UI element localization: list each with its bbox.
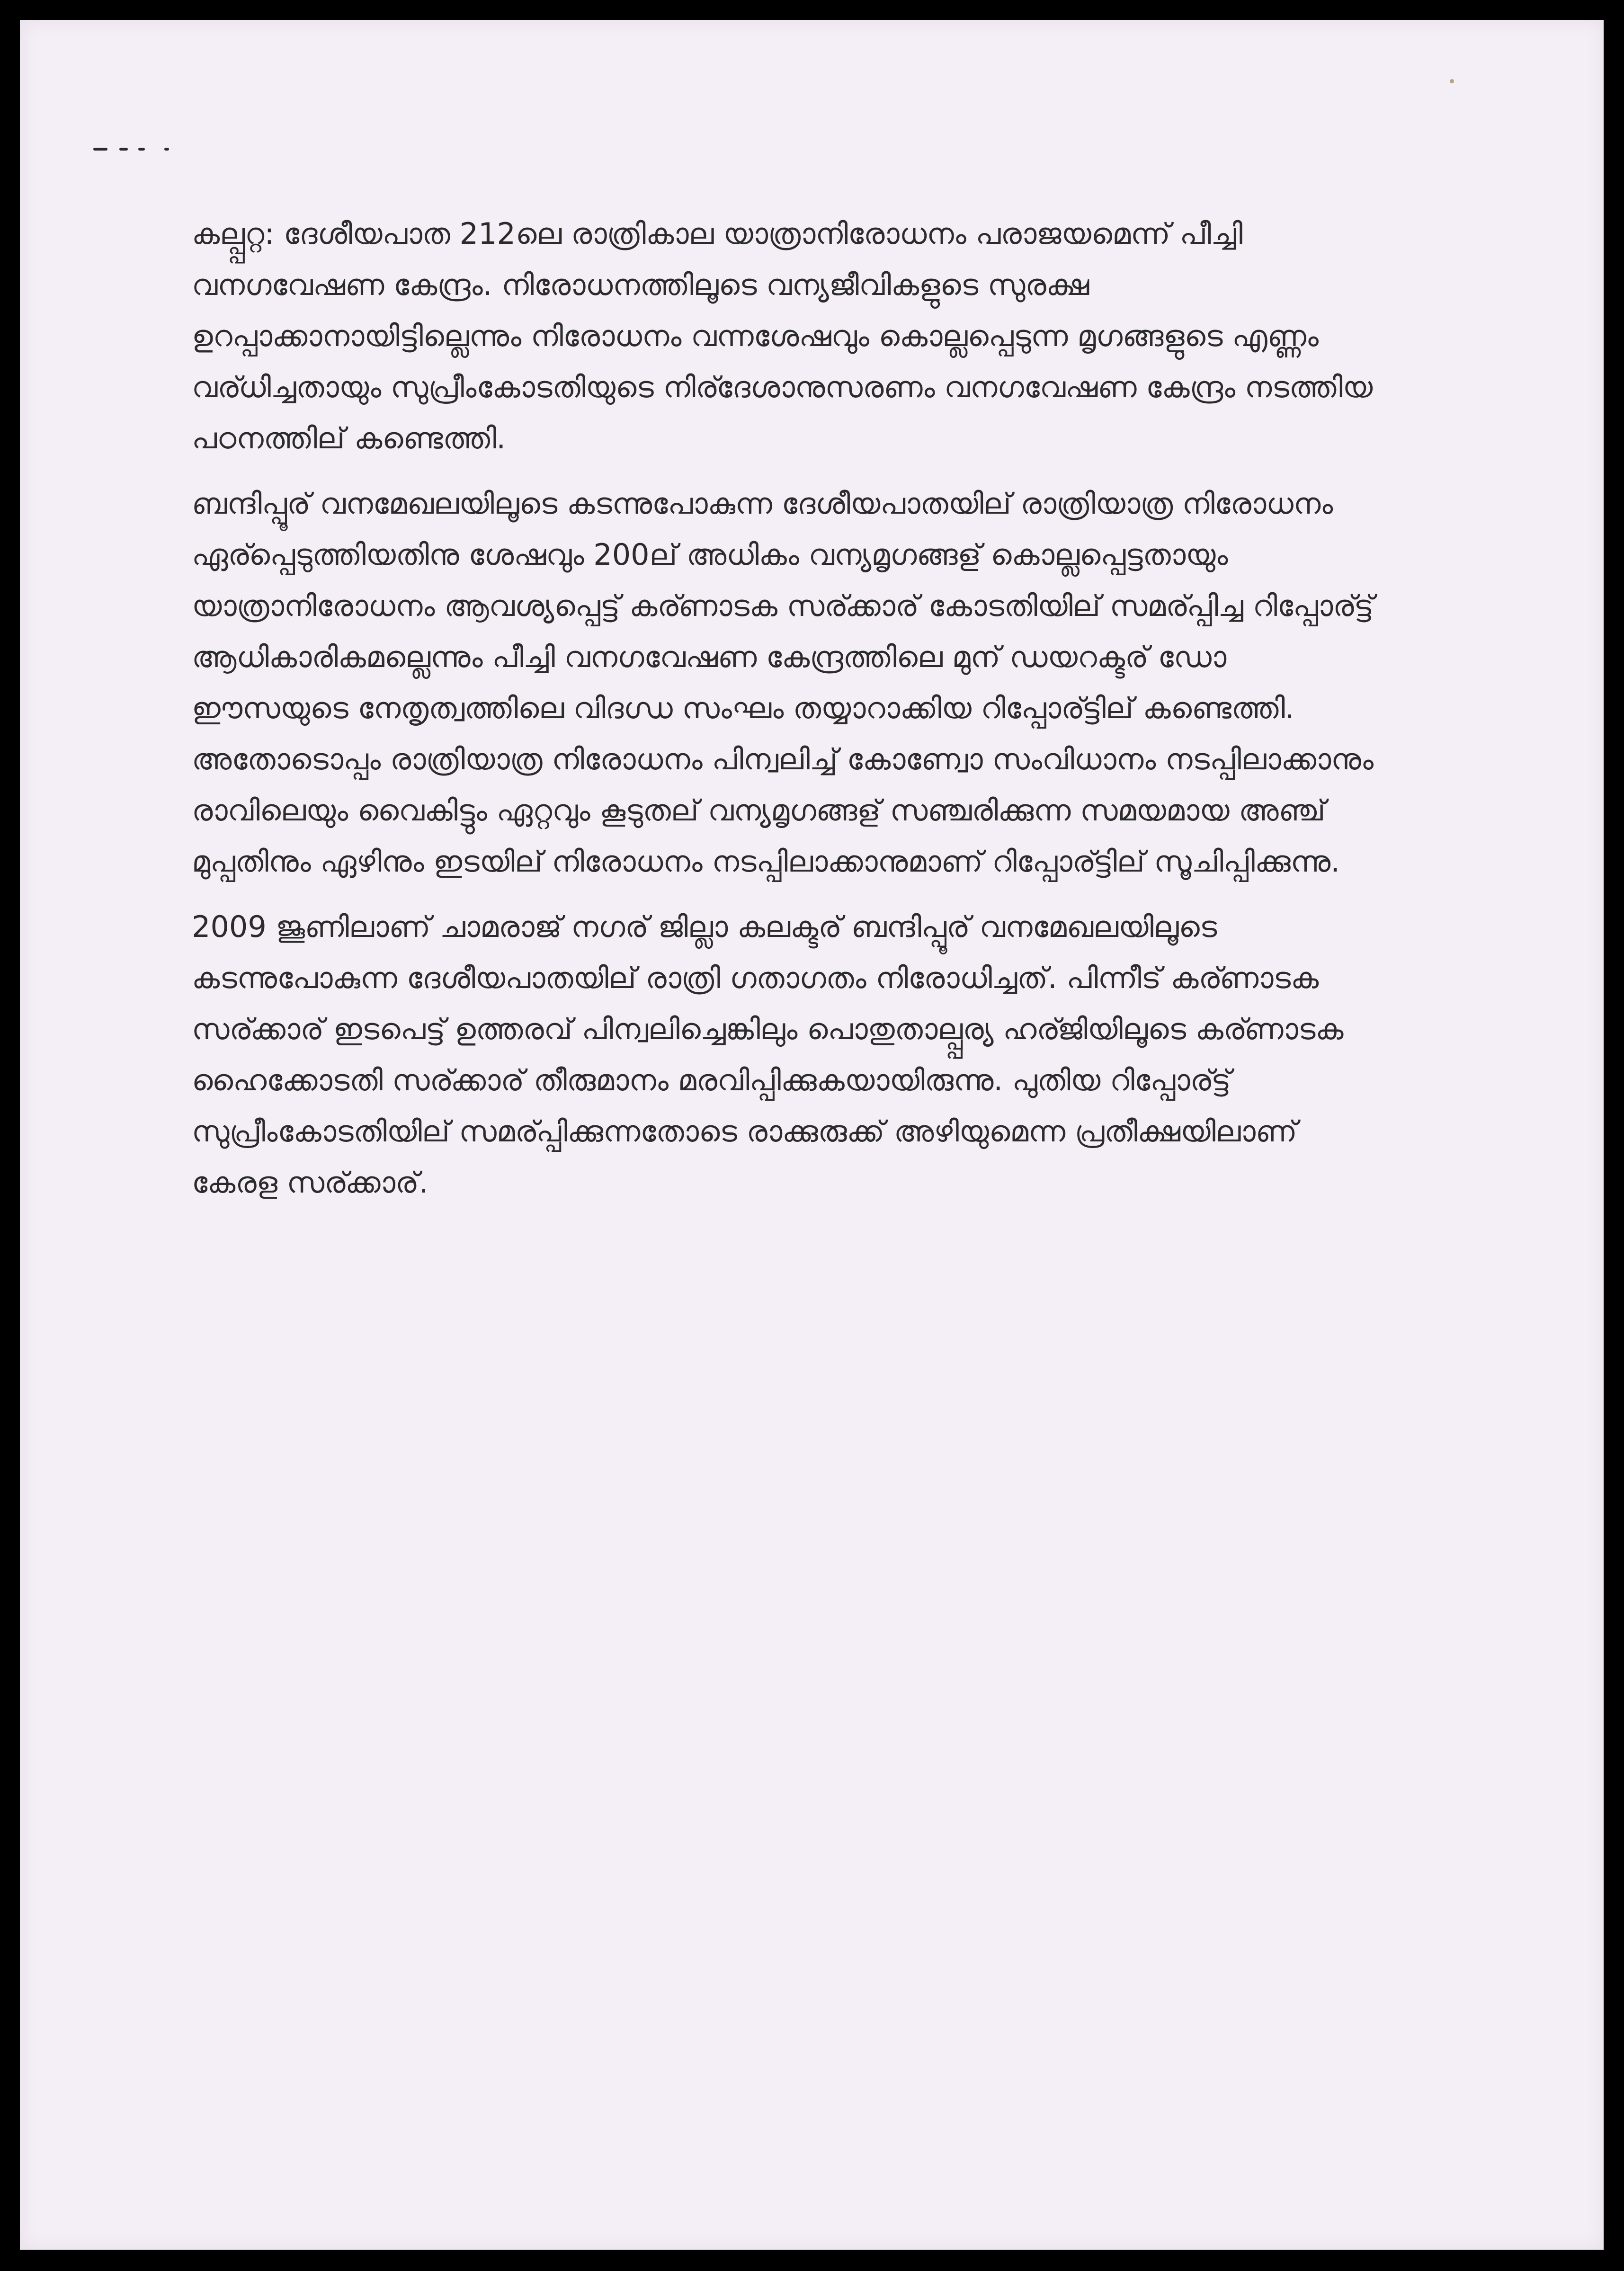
paragraph-3: 2009 ജൂണിലാണ് ചാമരാജ് നഗര് ജില്ലാ കലക്ടര് ബന്ദിപ്പൂര് വനമേഖലയിലൂടെ കടന്നുപോകുന്ന ദേശീയപാതയില് രാത്രി ഗതാഗതം നിരോധിച്ചത്. പിന്നീട് കര്ണാടക സര്ക്കാര് ഇടപെട്ട് ഉത്തരവ് പിന്വലിച്ചെങ്കിലും പൊതുതാല്പ്പര്യ ഹര്ജിയിലൂടെ കര്ണാടക ഹൈക്കോടതി സര്ക്കാര് തീരുമാനം മരവിപ്പിക്കുകയായിരുന്നു. പുതിയ റിപ്പോര്ട്ട് സുപ്രീംകോടതിയില് സമര്പ്പിക്കുന്നതോടെ രാക്കുരുക്ക് അഴിയുമെന്ന പ്രതീക്ഷയിലാണ് കേരള സര്ക്കാര്.: [192, 909, 1344, 1200]
paper-speck: [1450, 79, 1454, 83]
paragraph-1: കല്പ്പറ്റ: ദേശീയപാത 212ലെ രാത്രികാല യാത്രാനിരോധനം പരാജയമെന്ന് പീച്ചി വനഗവേഷണ കേന്ദ്രം. നിരോധനത്തിലൂടെ വന്യജീവികളുടെ സുരക്ഷ ഉറപ്പാക്കാനായിട്ടില്ലെന്നും നിരോധനം വന്നശേഷവും കൊല്ലപ്പെടുന്ന മൃഗങ്ങളുടെ എണ്ണം വര്ധിച്ചതായും സുപ്രീംകോടതിയുടെ നിര്ദേശാനുസരണം വനഗവേഷണ കേന്ദ്രം നടത്തിയ പഠനത്തില് കണ്ടെത്തി.: [192, 216, 1373, 455]
article-body: [192, 208, 1390, 1222]
ink-mark: [93, 134, 188, 162]
paragraph-2: ബന്ദിപ്പൂര് വനമേഖലയിലൂടെ കടന്നുപോകുന്ന ദേശീയപാതയില് രാത്രിയാത്ര നിരോധനം ഏര്പ്പെടുത്തിയതിനു ശേഷവും 200ല് അധികം വന്യമൃഗങ്ങള് കൊല്ലപ്പെട്ടതായും യാത്രാനിരോധനം ആവശ്യപ്പെട്ട് കര്ണാടക സര്ക്കാര് കോടതിയില് സമര്പ്പിച്ച റിപ്പോര്ട്ട് ആധികാരികമല്ലെന്നും പീച്ചി വനഗവേഷണ കേന്ദ്രത്തിലെ മുന് ഡയറക്ടര് ഡോ ഈസയുടെ നേതൃത്വത്തിലെ വിദഗ്ധ സംഘം തയ്യാറാക്കിയ റിപ്പോര്ട്ടില് കണ്ടെത്തി. അതോടൊപ്പം രാത്രിയാത്ര നിരോധനം പിന്വലിച്ച് കോണ്വോ സംവിധാനം നടപ്പിലാക്കാനും രാവിലെയും വൈകിട്ടും ഏറ്റവും കൂടുതല് വന്യമൃഗങ്ങള് സഞ്ചരിക്കുന്ന സമയമായ അഞ്ച് മുപ്പതിനും ഏഴിനും ഇടയില് നിരോധനം നടപ്പിലാക്കാനുമാണ് റിപ്പോര്ട്ടില് സൂചിപ്പിക്കുന്നു.: [192, 486, 1374, 879]
